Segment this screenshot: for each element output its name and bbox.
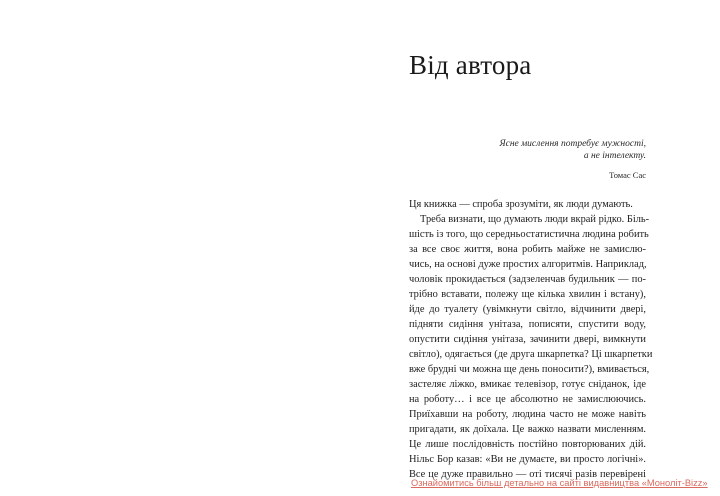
- body-line: застеляє ліжко, вмикає телевізор, готує сніданок, іде: [409, 379, 646, 390]
- body-line: світло), одягається (де друга шкарпетка? Ці шкарпетки: [409, 349, 653, 360]
- body-line: чись, на основі дуже простих алгоритмів. Наприклад,: [409, 259, 647, 270]
- body-line: за все своє життя, вона робить майже не замислю-: [409, 244, 646, 255]
- body-text: [409, 197, 653, 482]
- epigraph: [499, 138, 646, 181]
- body-line: підняти сидіння унітаза, пописяти, спустити воду,: [409, 319, 646, 330]
- body-line: Нільс Бор казав: «Ви не думаєте, ви просто логічні».: [409, 454, 646, 465]
- epigraph-author: Томас Сас: [609, 170, 646, 180]
- body-line: опустити сидіння унітаза, зачинити двері, вимкнути: [409, 334, 646, 345]
- publisher-site-link[interactable]: Ознайомитись більш детально на сайті видавництва «Моноліт-Bizz»: [411, 478, 708, 488]
- body-line: Все це дуже правильно — оті тисячі разів перевірені: [409, 469, 646, 480]
- epigraph-line: а не інтелекту.: [583, 151, 646, 161]
- epigraph-line: Ясне мислення потребує мужності,: [499, 139, 646, 149]
- body-line: на роботу… і все це абсолютно не замислюючись.: [409, 394, 646, 405]
- body-line: Ця книжка — спроба зрозуміти, як люди думають.: [409, 199, 633, 210]
- body-line: пригадати, як доїхала. Це важко назвати мисленням.: [409, 424, 646, 435]
- body-line: чоловік прокидається (задзеленчав будильник — по-: [409, 274, 646, 285]
- body-line: Треба визнати, що думають люди вкрай рідко. Біль-: [420, 214, 650, 225]
- body-line: вже брудні чи можна ще день поносити?), вмивається,: [409, 364, 650, 375]
- right-page: [360, 0, 720, 496]
- body-line: шість із того, що середньостатистична людина робить: [409, 229, 649, 240]
- chapter-title: Від автора: [409, 50, 532, 80]
- body-line: Це лише послідовність постійно повторюваних дій.: [409, 439, 646, 450]
- body-line: йде до туалету (увімкнути світло, відчинити двері,: [409, 304, 646, 315]
- body-line: Приїхавши на роботу, людина часто не може навіть: [409, 409, 646, 420]
- body-line: трібно вставати, полежу ще кілька хвилин і встану),: [409, 289, 646, 300]
